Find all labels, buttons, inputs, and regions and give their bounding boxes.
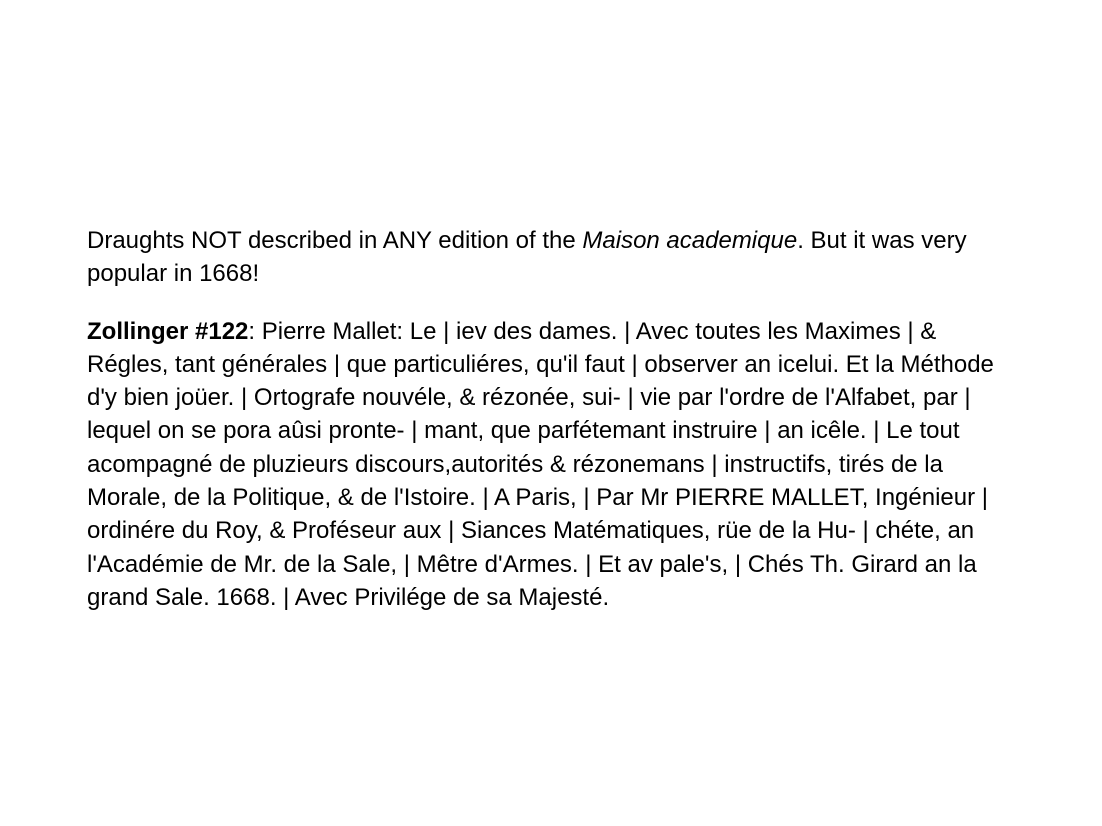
entry-paragraph [87, 315, 1012, 615]
intro-text-after: . But it was very popular in 1668! [87, 227, 967, 288]
book-title: Maison academique [582, 227, 798, 254]
entry-text: : Pierre Mallet: Le | iev des dames. | Avec toutes les Maximes | & Régles, tant générales | que particuliéres, qu'il faut | observer an icelui. Et la Méthode d'y bien joüer. | Ortografe nouvéle, & rézonée, sui- | vie par l'ordre de l'Alfabet, par | lequel on se pora aûsi pronte- | mant, que parfétemant instruire | an icêle. | Le tout acompagné de pluzieurs discours,autorités & rézonemans | instructifs, tirés de la Morale, de la Politique, & de l'Istoire. | A Paris, | Par Mr PIERRE MALLET, Ingénieur | ordinére du Roy, & Proféseur aux | Siances Matématiques, rüe de la Hu- | chéte, an l'Académie de Mr. de la Sale, | Mêtre d'Armes. | Et av pale's, | Chés Th. Girard an la grand Sale. 1668. | Avec Privilége de sa Majesté. [87, 317, 994, 611]
intro-paragraph [87, 224, 1012, 291]
intro-text-before: Draughts NOT described in ANY edition of the [87, 227, 583, 254]
text-body [87, 224, 1012, 614]
entry-label: Zollinger #122 [87, 317, 249, 345]
